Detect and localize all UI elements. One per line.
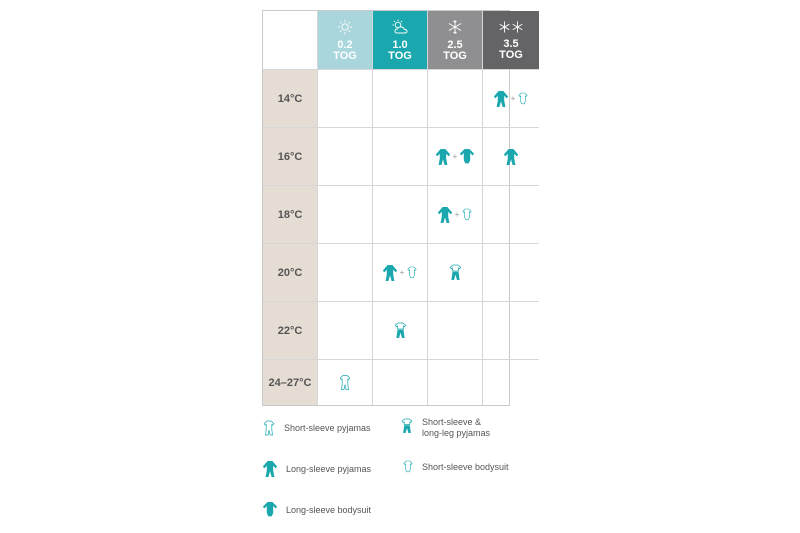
long-sleeve-pyjamas-icon (382, 263, 398, 283)
outfit-cell (318, 244, 373, 302)
legend (262, 415, 542, 525)
tog-unit: TOG (443, 49, 467, 62)
tog-unit: TOG (333, 49, 357, 62)
legend-label: Short-sleeve bodysuit (422, 462, 509, 472)
plus-icon: + (454, 210, 460, 219)
corner-cell (263, 11, 318, 70)
outfit-cell (483, 360, 539, 405)
legend-label: Long-sleeve pyjamas (286, 464, 372, 474)
tog-grid (263, 11, 523, 405)
short-sleeve-bodysuit-icon (402, 459, 414, 475)
outfit-cell (373, 360, 428, 405)
outfit-cell (483, 186, 539, 244)
tog-unit: TOG (388, 49, 412, 62)
legend-label: Long-sleeve bodysuit (286, 505, 372, 515)
short-sleeve-pyjamas-icon (338, 373, 352, 392)
outfit-cell (373, 128, 428, 186)
long-sleeve-pyjamas-icon (435, 147, 451, 167)
outfit-cell (318, 360, 373, 405)
snowflake-icon (447, 19, 463, 38)
outfit-cell (373, 70, 428, 128)
short-sleeve-long-leg-pyjamas-icon (400, 417, 414, 435)
outfit-cell (318, 70, 373, 128)
tog-header (428, 11, 483, 70)
tog-value: 2.5 (447, 38, 463, 51)
short-sleeve-long-leg-pyjamas-icon (448, 263, 463, 282)
legend-ss-pyjamas (262, 419, 371, 437)
short-sleeve-bodysuit-icon (461, 207, 473, 223)
cloud-sun-icon (390, 19, 410, 38)
outfit-cell (483, 70, 539, 128)
legend-ss-bodysuit (402, 459, 509, 475)
tog-unit: TOG (499, 48, 523, 61)
long-sleeve-pyjamas-icon (262, 459, 278, 479)
plus-icon: + (452, 152, 458, 161)
outfit-cell (428, 70, 483, 128)
temperature-label: 24–27°C (263, 360, 318, 405)
long-sleeve-pyjamas-icon (503, 147, 519, 167)
tog-value: 1.0 (392, 38, 408, 51)
tog-header (373, 11, 428, 70)
outfit-cell (318, 186, 373, 244)
temperature-label: 22°C (263, 302, 318, 360)
tog-value: 0.2 (337, 38, 353, 51)
long-sleeve-pyjamas-icon (437, 205, 453, 225)
long-sleeve-bodysuit-icon (459, 148, 475, 166)
outfit-cell (373, 186, 428, 244)
temperature-label: 14°C (263, 70, 318, 128)
outfit-cell (428, 186, 483, 244)
outfit-cell (428, 302, 483, 360)
temperature-label: 20°C (263, 244, 318, 302)
tog-header (318, 11, 373, 70)
outfit-cell (483, 302, 539, 360)
short-sleeve-pyjamas-icon (262, 419, 276, 437)
outfit-cell (428, 244, 483, 302)
tog-value: 3.5 (503, 37, 519, 50)
legend-label: Short-sleeve pyjamas (284, 423, 371, 433)
short-sleeve-bodysuit-icon (406, 265, 418, 281)
long-sleeve-pyjamas-icon (493, 89, 509, 109)
sun-icon (337, 19, 353, 38)
legend-label: Short-sleeve & (422, 417, 482, 427)
short-sleeve-bodysuit-icon (517, 91, 529, 107)
tog-guide-table (262, 10, 523, 406)
outfit-cell (318, 128, 373, 186)
tog-header (483, 11, 539, 70)
outfit-cell (373, 244, 428, 302)
long-sleeve-bodysuit-icon (262, 501, 278, 519)
outfit-cell (428, 360, 483, 405)
short-sleeve-long-leg-pyjamas-icon (393, 321, 408, 340)
plus-icon: + (399, 268, 405, 277)
outfit-cell (483, 128, 539, 186)
plus-icon: + (510, 94, 516, 103)
legend-ls-bodysuit (262, 501, 371, 519)
temperature-label: 18°C (263, 186, 318, 244)
outfit-cell (318, 302, 373, 360)
outfit-cell (428, 128, 483, 186)
legend-ls-pyjamas (262, 459, 371, 479)
double-snowflake-icon (498, 20, 524, 37)
legend-ss-ll-pyjamas (400, 417, 490, 439)
outfit-cell (373, 302, 428, 360)
outfit-cell (483, 244, 539, 302)
legend-label: long-leg pyjamas (422, 428, 491, 438)
temperature-label: 16°C (263, 128, 318, 186)
